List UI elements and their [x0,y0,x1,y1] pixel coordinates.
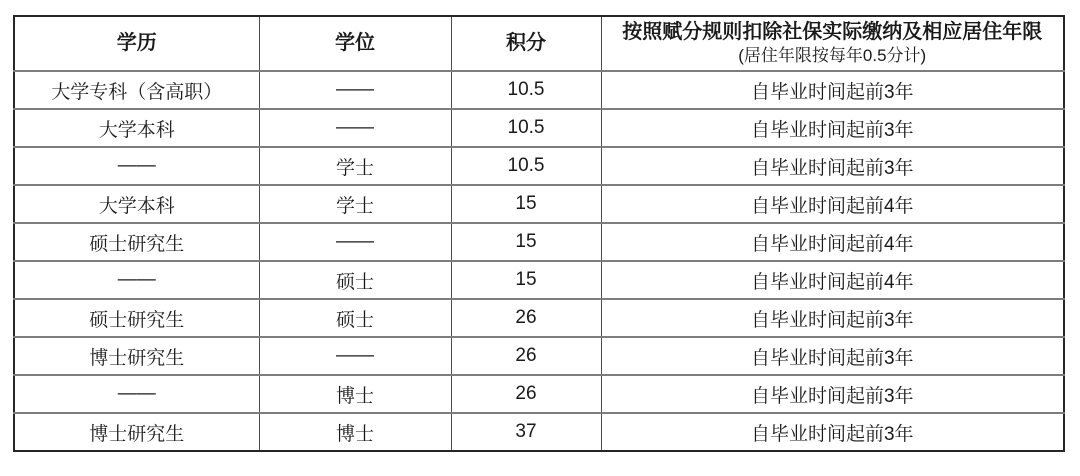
cell-points: 15 [451,261,601,299]
table-row [14,71,1064,109]
cell-rule: 自毕业时间起前3年 [601,71,1064,109]
table-row [14,185,1064,223]
cell-rule: 自毕业时间起前4年 [601,185,1064,223]
cell-rule: 自毕业时间起前3年 [601,299,1064,337]
cell-education: 博士研究生 [14,413,259,451]
table-row [14,147,1064,185]
cell-education: —— [14,147,259,185]
cell-degree: 学士 [259,185,451,223]
cell-degree: 硕士 [259,299,451,337]
cell-rule: 自毕业时间起前3年 [601,413,1064,451]
table-row [14,413,1064,451]
cell-rule: 自毕业时间起前4年 [601,261,1064,299]
cell-rule: 自毕业时间起前3年 [601,109,1064,147]
table-row [14,261,1064,299]
cell-degree: 学士 [259,147,451,185]
cell-degree: —— [259,337,451,375]
table-row [14,109,1064,147]
table-row [14,223,1064,261]
cell-points: 26 [451,337,601,375]
cell-points: 10.5 [451,147,601,185]
table-row [14,375,1064,413]
cell-degree: 博士 [259,375,451,413]
cell-rule: 自毕业时间起前3年 [601,147,1064,185]
column-header-points: 积分 [451,16,601,71]
cell-rule: 自毕业时间起前3年 [601,337,1064,375]
cell-degree: 博士 [259,413,451,451]
cell-education: 大学本科 [14,109,259,147]
column-header-degree: 学位 [259,16,451,71]
cell-education: 大学本科 [14,185,259,223]
cell-education: —— [14,375,259,413]
cell-points: 15 [451,185,601,223]
cell-education: 硕士研究生 [14,299,259,337]
table-row [14,299,1064,337]
column-header-rule [601,16,1064,71]
cell-degree: —— [259,109,451,147]
column-header-rule-title: 按照赋分规则扣除社保实际缴纳及相应居住年限 [622,21,1043,44]
cell-degree: —— [259,71,451,109]
cell-points: 10.5 [451,109,601,147]
cell-points: 26 [451,299,601,337]
cell-education: 博士研究生 [14,337,259,375]
cell-education: 大学专科（含高职） [14,71,259,109]
cell-points: 37 [451,413,601,451]
column-header-education: 学历 [14,16,259,71]
cell-points: 10.5 [451,71,601,109]
cell-points: 15 [451,223,601,261]
cell-rule: 自毕业时间起前3年 [601,375,1064,413]
cell-degree: 硕士 [259,261,451,299]
cell-degree: —— [259,223,451,261]
cell-rule: 自毕业时间起前4年 [601,223,1064,261]
table-header-row [14,16,1064,71]
table-row [14,337,1064,375]
points-table-container [13,15,1065,452]
points-table [13,15,1065,452]
column-header-rule-note: (居住年限按每年0.5分计) [738,46,927,66]
cell-points: 26 [451,375,601,413]
cell-education: 硕士研究生 [14,223,259,261]
cell-education: —— [14,261,259,299]
